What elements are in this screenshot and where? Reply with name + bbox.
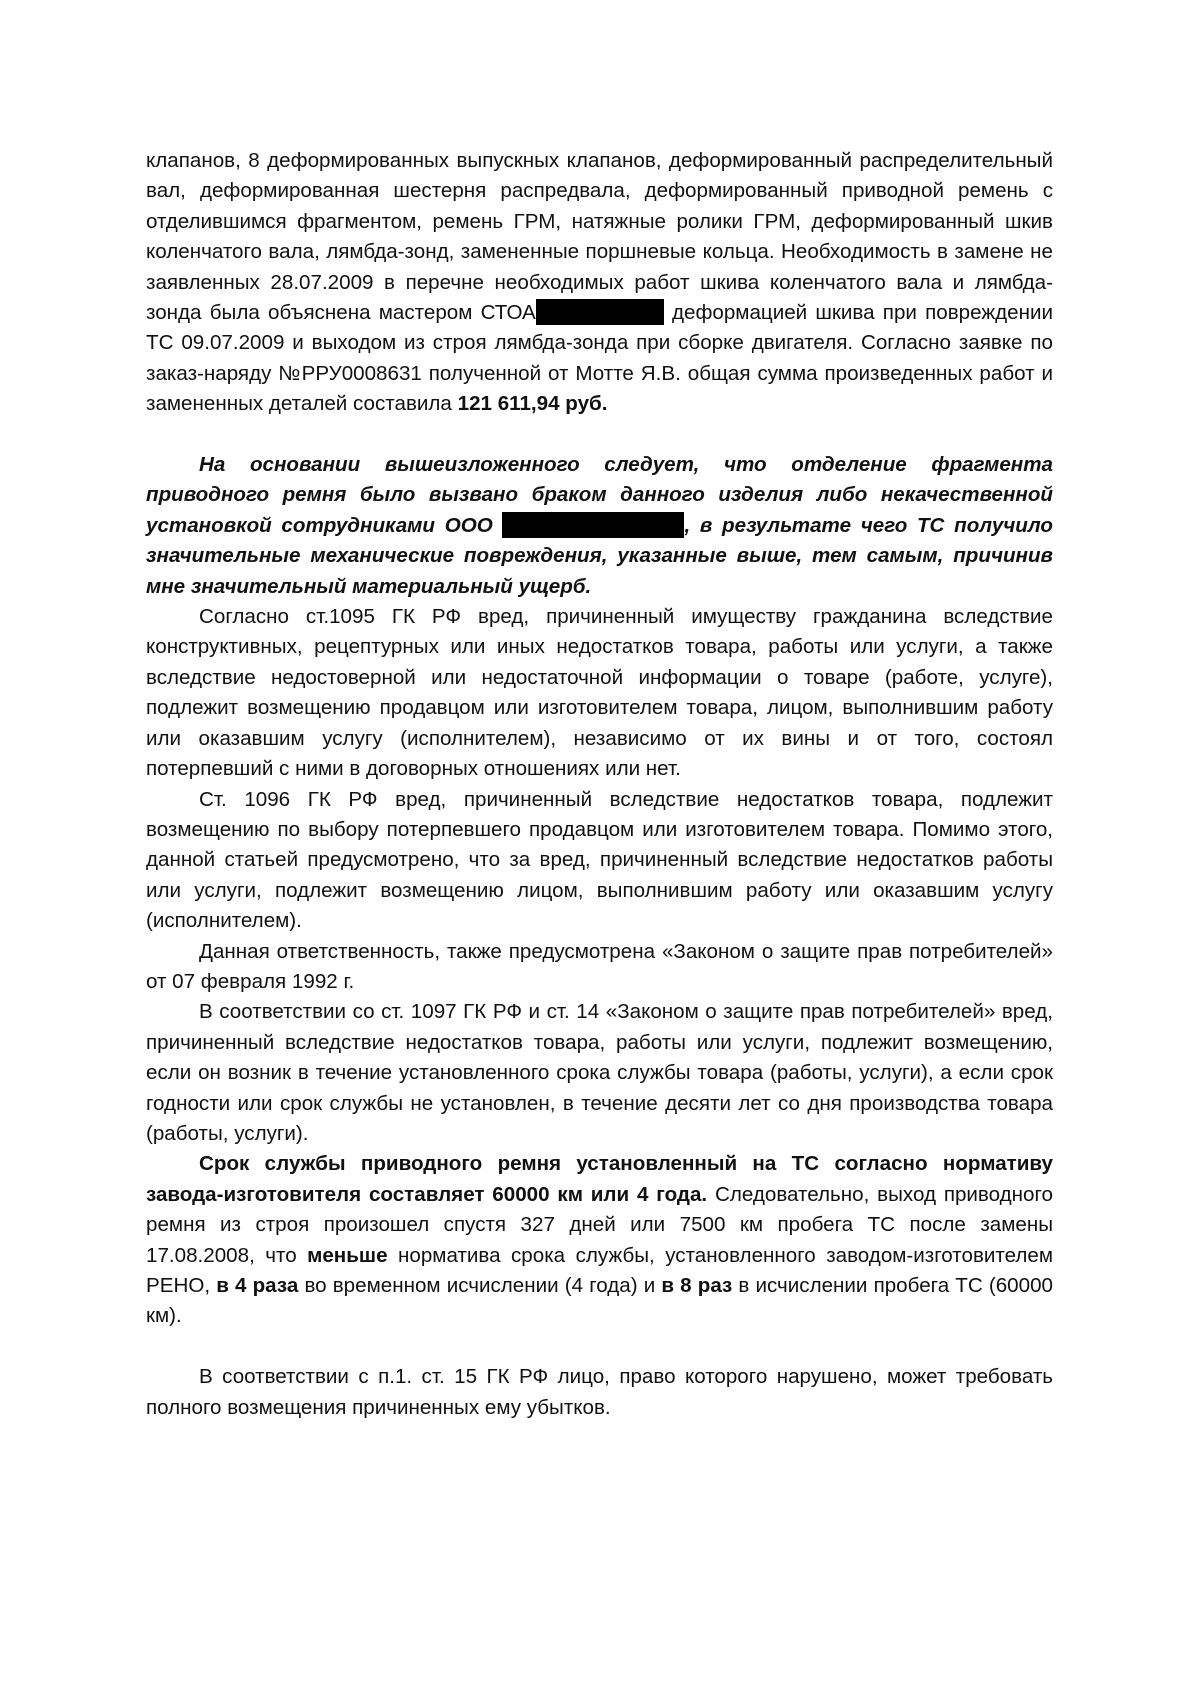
paragraph-service-life [146,1149,1053,1331]
paragraph-text: во временном исчислении (4 года) и [298,1274,662,1298]
paragraph-article-15: В соответствии с п.1. ст. 15 ГК РФ лицо, право которого нарушено, может требовать полного возмещения причиненных ему убытков. [146,1365,1053,1419]
total-amount: 121 611,94 руб. [457,392,608,416]
bold-text: в 8 раз [661,1274,733,1298]
bold-text: меньше [307,1243,388,1267]
paragraph-text: в исчислении пробега ТС (60000 км). [146,1274,1053,1328]
paragraph-article-1095: Согласно ст.1095 ГК РФ вред, причиненный имуществу гражданина вследствие конструктивных, рецептурных или иных недостатков товара, работы или услуги, а также вследствие недостоверной или недостаточной информации о товаре (работе, услуге), подлежит возмещению продавцом или изготовителем товара, лицом, выполнившим работу или оказавшим услугу (исполнителем), независимо от их вины и от того, состоял потерпевший с ними в договорных отношениях или нет. [146,605,1053,781]
paragraph-text: деформацией шкива при повреждении ТС 09.07.2009 и выходом из строя лямбда-зонда при сборке двигателя. Согласно заявке по заказ-наряду №РРУ0008631 полученной от Мотте Я.В. общая сумма произведенных работ и замененных деталей составила [146,301,1053,416]
bold-text: Срок службы приводного ремня установленный на ТС согласно нормативу завода-изготовителя составляет 60000 км или 4 года. [146,1152,1053,1206]
paragraph-article-1097: В соответствии со ст. 1097 ГК РФ и ст. 14 «Законом о защите прав потребителей» вред, причиненный вследствие недостатков товара, работы или услуги, подлежит возмещению, если он возник в течение установленного срока службы товара (работы, услуги), а если срок годности или срок службы не установлен, в течение десяти лет со дня производства товара (работы, услуги). [146,1000,1053,1145]
redaction-block [536,299,664,325]
paragraph-spacer [146,1332,1053,1362]
paragraph-spacer [146,420,1053,450]
paragraph-conclusion [146,450,1053,602]
paragraph-text: На основании вышеизложенного следует, что отделение фрагмента приводного ремня было вызвано браком данного изделия либо некачественной установкой сотрудниками ООО [146,453,1053,537]
paragraph-text: норматива срока службы, установленного заводом-изготовителем РЕНО, [146,1243,1053,1298]
paragraph-damaged-parts [146,146,1053,420]
document-page [146,146,1053,1423]
paragraph-text: , в результате чего ТС получило значительные механические повреждения, указанные выше, тем самым, причинив мне значительный материальный ущерб. [146,513,1053,598]
paragraph-article-1096: Ст. 1096 ГК РФ вред, причиненный вследствие недостатков товара, подлежит возмещению по выбору потерпевшего продавцом или изготовителем товара. Помимо этого, данной статьей предусмотрено, что за вред, причиненный вследствие недостатков работы или услуги, подлежит возмещению лицом, выполнившим работу или оказавшим услугу (исполнителем). [146,787,1053,933]
paragraph-text: Следовательно, выход приводного ремня из строя произошел спустя 327 дней или 7500 км пробега ТС после замены 17.08.2008, что [146,1182,1053,1267]
bold-text: в 4 раза [216,1274,299,1298]
paragraph-consumer-law: Данная ответственность, также предусмотрена «Законом о защите прав потребителей» от 07 февраля 1992 г. [146,939,1053,993]
paragraph-text: клапанов, 8 деформированных выпускных клапанов, деформированный распределительный вал, деформированная шестерня распредвала, деформированный приводной ремень с отделившимся фрагментом, ремень ГРМ, натяжные ролики ГРМ, деформированный шкив коленчатого вала, лямбда-зонд, замененные поршневые кольца. Необходимость в замене не заявленных 28.07.2009 в перечне необходимых работ шкива коленчатого вала и лямбда-зонда была объяснена мастером СТОА [146,149,1053,325]
redaction-block [502,512,684,538]
